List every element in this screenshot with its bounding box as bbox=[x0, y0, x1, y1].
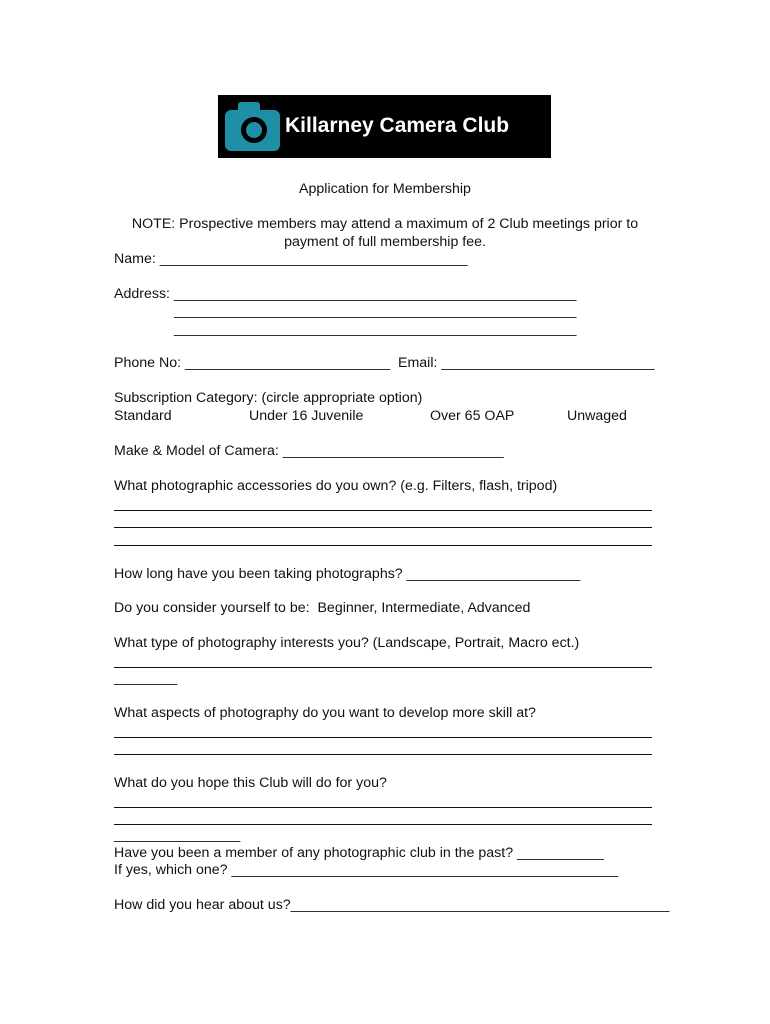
accessories-answer-line-2[interactable] bbox=[114, 527, 652, 528]
interests-answer-tail[interactable]: ________ bbox=[114, 670, 178, 686]
camera-icon bbox=[223, 99, 285, 155]
hope-answer-line-2[interactable] bbox=[114, 824, 652, 825]
address-line-3[interactable]: ___________________________________________________ bbox=[174, 321, 577, 337]
form-title: Application for Membership bbox=[299, 181, 471, 197]
subscription-option-standard[interactable]: Standard bbox=[114, 408, 172, 424]
subscription-label: Subscription Category: (circle appropriate option) bbox=[114, 390, 423, 406]
how-long-question[interactable]: How long have you been taking photographs? ______________________ bbox=[114, 566, 581, 582]
note-line-1: NOTE: Prospective members may attend a maximum of 2 Club meetings prior to bbox=[131, 216, 639, 232]
hope-question: What do you hope this Club will do for you? bbox=[114, 775, 387, 791]
past-member-question[interactable]: Have you been a member of any photographic club in the past? ___________ bbox=[114, 845, 604, 861]
hope-answer-tail[interactable]: ________________ bbox=[114, 827, 241, 843]
hear-about-question[interactable]: How did you hear about us?________________________________________________ bbox=[114, 897, 670, 913]
interests-answer-line-1[interactable] bbox=[114, 667, 652, 668]
subscription-option-unwaged[interactable]: Unwaged bbox=[567, 408, 627, 424]
address-field[interactable]: Address: ___________________________________________________ bbox=[114, 286, 577, 302]
camera-field[interactable]: Make & Model of Camera: ____________________________ bbox=[114, 443, 504, 459]
note-line-2: payment of full membership fee. bbox=[284, 234, 486, 250]
accessories-answer-line-1[interactable] bbox=[114, 510, 652, 511]
level-question: Do you consider yourself to be: Beginner, Intermediate, Advanced bbox=[114, 600, 531, 616]
name-field[interactable]: Name: _______________________________________ bbox=[114, 251, 468, 267]
email-field[interactable]: Email: ___________________________ bbox=[398, 355, 655, 371]
logo-text: Killarney Camera Club bbox=[285, 114, 510, 137]
hope-answer-line-1[interactable] bbox=[114, 807, 652, 808]
phone-field[interactable]: Phone No: __________________________ bbox=[114, 355, 391, 371]
club-logo bbox=[218, 95, 551, 158]
skills-question: What aspects of photography do you want to develop more skill at? bbox=[114, 705, 536, 721]
skills-answer-line-2[interactable] bbox=[114, 754, 652, 755]
skills-answer-line-1[interactable] bbox=[114, 737, 652, 738]
accessories-answer-line-3[interactable] bbox=[114, 545, 652, 546]
subscription-option-juvenile[interactable]: Under 16 Juvenile bbox=[249, 408, 364, 424]
which-club-question[interactable]: If yes, which one? _________________________________________________ bbox=[114, 862, 619, 878]
address-line-2[interactable]: ___________________________________________________ bbox=[174, 303, 577, 319]
subscription-option-oap[interactable]: Over 65 OAP bbox=[430, 408, 515, 424]
interests-question: What type of photography interests you? (Landscape, Portrait, Macro ect.) bbox=[114, 635, 580, 651]
accessories-question: What photographic accessories do you own? (e.g. Filters, flash, tripod) bbox=[114, 478, 558, 494]
